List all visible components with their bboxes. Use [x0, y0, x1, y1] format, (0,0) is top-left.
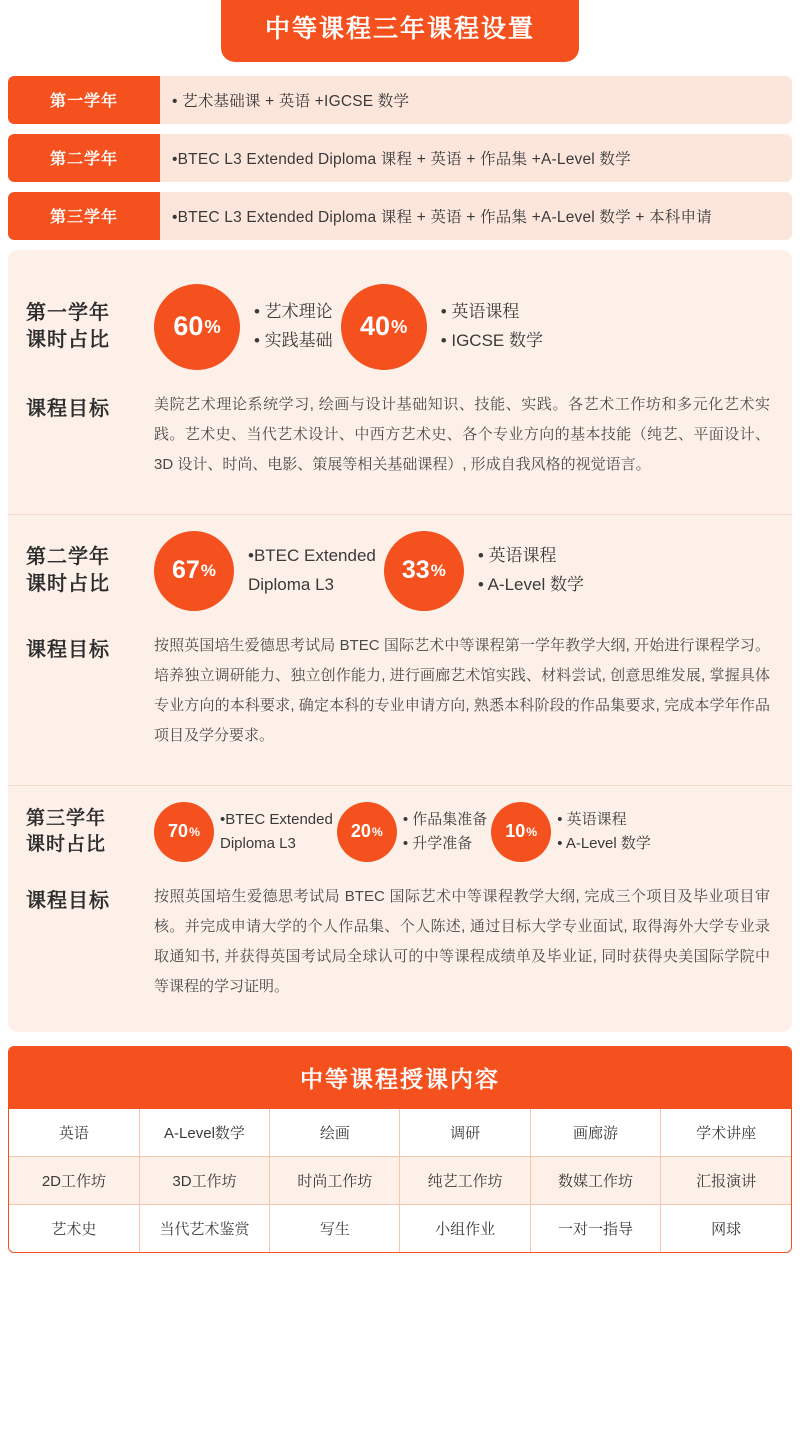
- percent-circle-70: [154, 802, 214, 862]
- bullet-item: Diploma L3: [248, 574, 334, 594]
- section-3-group-2-items: [403, 808, 487, 855]
- table-cell: 时尚工作坊: [270, 1156, 400, 1204]
- bullet-item: • 作品集准备: [402, 811, 488, 829]
- section-1-goal: [8, 376, 792, 484]
- year-row: [8, 76, 792, 124]
- percent-circle-20: [337, 802, 397, 862]
- section-2-goal-text: 按照英国培生爱德思考试局 BTEC 国际艺术中等课程第一学年教学大纲, 开始进行课程学习。培养独立调研能力、独立创作能力, 进行画廊艺术馆实践、材料尝试, 创意思维发展, 掌握具体专业方向的本科要求, 确定本科的专业申请方向, 熟悉本科阶段的作品集要求, 完成本学年作品项目及学分要求。: [154, 636, 770, 744]
- section-2-ratio-row: [8, 525, 792, 617]
- section-1-label-line2: 课时占比: [26, 328, 110, 351]
- section-1-label: [26, 300, 154, 354]
- bullet-item: • 英语课程: [557, 811, 627, 829]
- bullet-item: •BTEC Extended: [220, 811, 333, 829]
- section-1-group-2-items: [441, 298, 543, 356]
- percent-value: 20: [350, 821, 371, 841]
- percent-unit: %: [189, 824, 200, 839]
- table-cell: 画廊游: [530, 1109, 660, 1157]
- year-tag-3: 第三学年: [8, 192, 160, 240]
- table-cell: 数媒工作坊: [530, 1156, 660, 1204]
- table-row: [9, 1204, 791, 1252]
- section-1-ratio-row: [8, 278, 792, 376]
- table-cell: 小组作业: [400, 1204, 530, 1252]
- table-cell: 3D工作坊: [139, 1156, 269, 1204]
- percent-unit: %: [526, 824, 538, 839]
- section-year-2: [8, 514, 792, 775]
- table-cell: 一对一指导: [530, 1204, 660, 1252]
- section-3-goal-label: 课程目标: [26, 889, 110, 912]
- section-2-goal-label: 课程目标: [26, 638, 110, 661]
- year-desc-2: •BTEC L3 Extended Diploma 课程 + 英语 + 作品集 +A-Level 数学: [160, 134, 792, 182]
- section-year-3: [8, 785, 792, 1010]
- table-cell: 写生: [270, 1204, 400, 1252]
- table-cell: 学术讲座: [661, 1109, 791, 1157]
- percent-value: 60: [173, 311, 204, 341]
- table-cell: 2D工作坊: [9, 1156, 139, 1204]
- section-3-label: [26, 806, 154, 857]
- section-3-group-3-items: [557, 808, 651, 855]
- section-2-goal: [8, 617, 792, 755]
- percent-value: 40: [360, 311, 391, 341]
- table-cell: 汇报演讲: [661, 1156, 791, 1204]
- year-tag-1: 第一学年: [8, 76, 160, 124]
- section-3-label-line1: 第三学年: [26, 807, 107, 829]
- year-tag-2: 第二学年: [8, 134, 160, 182]
- percent-circle-67: [154, 531, 234, 611]
- percent-unit: %: [371, 824, 383, 839]
- table-cell: 调研: [400, 1109, 530, 1157]
- year-desc-3: •BTEC L3 Extended Diploma 课程 + 英语 + 作品集 +A-Level 数学 + 本科申请: [160, 192, 792, 240]
- bullet-item: • A-Level 数学: [477, 574, 584, 594]
- section-1-group-1-items: [254, 298, 333, 356]
- year-desc-1: • 艺术基础课 + 英语 +IGCSE 数学: [160, 76, 792, 124]
- course-content-table: [9, 1109, 791, 1252]
- table-cell: 艺术史: [9, 1204, 139, 1252]
- course-content-title: 中等课程授课内容: [9, 1047, 791, 1109]
- table-cell: A-Level数学: [139, 1109, 269, 1157]
- section-3-label-line2: 课时占比: [26, 833, 107, 855]
- table-cell: 当代艺术鉴赏: [139, 1204, 269, 1252]
- table-row: [9, 1156, 791, 1204]
- bullet-item: • 艺术理论: [254, 301, 333, 321]
- percent-value: 67: [172, 556, 200, 584]
- percent-circle-40: [341, 284, 427, 370]
- section-year-1: [8, 268, 792, 504]
- table-cell: 英语: [9, 1109, 139, 1157]
- percent-value: 10: [505, 821, 526, 841]
- percent-unit: %: [204, 315, 221, 337]
- percent-circle-60: [154, 284, 240, 370]
- bullet-item: • 英语课程: [477, 545, 557, 565]
- bullet-item: • 升学准备: [402, 834, 473, 852]
- percent-value: 33: [401, 556, 430, 584]
- bullet-item: •BTEC Extended: [248, 545, 376, 565]
- section-1-goal-text: 美院艺术理论系统学习, 绘画与设计基础知识、技能、实践。各艺术工作坊和多元化艺术实践。艺术史、当代艺术设计、中西方艺术史、各个专业方向的基本技能（纯艺、平面设计、3D 设计、时尚、电影、策展等相关基础课程）, 形成自我风格的视觉语言。: [154, 395, 770, 473]
- percent-unit: %: [200, 560, 216, 580]
- section-1-goal-label: 课程目标: [26, 397, 110, 420]
- year-overview-list: [8, 76, 792, 240]
- year-row: [8, 192, 792, 240]
- percent-circle-33: [384, 531, 464, 611]
- table-cell: 绘画: [270, 1109, 400, 1157]
- section-2-label: [26, 544, 154, 598]
- year-row: [8, 134, 792, 182]
- section-3-goal: [8, 868, 792, 1006]
- section-2-group-1-items: [248, 542, 376, 600]
- section-2-label-line1: 第二学年: [26, 545, 110, 568]
- percent-unit: %: [430, 560, 446, 580]
- table-row: [9, 1109, 791, 1157]
- bullet-item: • 英语课程: [440, 301, 520, 321]
- title-container: [0, 0, 800, 62]
- bullet-item: Diploma L3: [220, 834, 296, 852]
- percent-value: 70: [168, 821, 189, 841]
- percent-unit: %: [391, 315, 408, 337]
- curriculum-detail-panel: [8, 250, 792, 1032]
- bullet-item: • A-Level 数学: [557, 834, 651, 852]
- section-2-group-2-items: [478, 542, 584, 600]
- percent-circle-10: [491, 802, 551, 862]
- section-3-ratio-row: [8, 796, 792, 868]
- section-1-label-line1: 第一学年: [26, 301, 110, 324]
- section-2-label-line2: 课时占比: [26, 572, 110, 595]
- course-content-table-block: [8, 1046, 792, 1253]
- section-3-goal-text: 按照英国培生爱德思考试局 BTEC 国际艺术中等课程教学大纲, 完成三个项目及毕业项目审核。并完成申请大学的个人作品集、个人陈述, 通过目标大学专业面试, 取得海外大学专业录取通知书, 并获得英国考试局全球认可的中等课程成绩单及毕业证, 同时获得央美国际学院中等课程的学习证明。: [154, 887, 770, 995]
- bullet-item: • 实践基础: [254, 330, 333, 350]
- section-3-group-1-items: [220, 808, 333, 855]
- table-cell: 网球: [711, 1220, 742, 1238]
- table-cell: 纯艺工作坊: [400, 1156, 530, 1204]
- bullet-item: • IGCSE 数学: [440, 330, 543, 350]
- page-title: 中等课程三年课程设置: [221, 0, 579, 62]
